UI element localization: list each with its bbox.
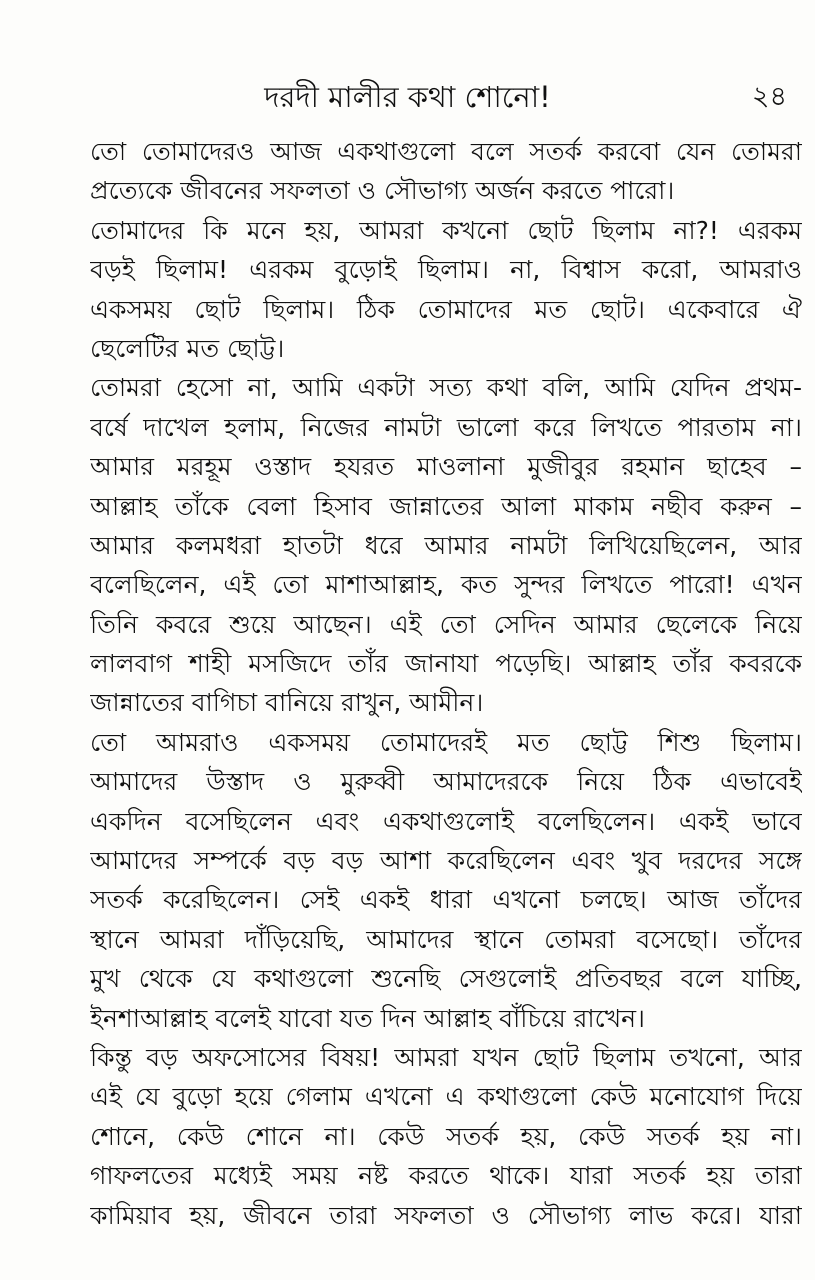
text-line: তো তোমাদেরও আজ একথাগুলো বলে সতর্ক করবো যেন তোমরা [90,137,802,166]
text-line: কামিয়াব হয়, জীবনে তারা সফলতা ও সৌভাগ্য লাভ করে। যারা [90,1200,802,1230]
text-line: আমার কলমধরা হাতটা ধরে আমার নামটা লিখিয়েছিলেন, আর [90,530,802,560]
text-line: আমাদের উস্তাদ ও মুরুব্বী আমাদেরকে নিয়ে ঠিক এভাবেই [90,767,802,797]
page-number: ২৪ [751,81,787,112]
text-line: শোনে, কেউ শোনে না। কেউ সতর্ক হয়, কেউ সতর্ক হয় না। [90,1121,802,1151]
text-line: জান্নাতের বাগিচা বানিয়ে রাখুন, আমীন। [90,688,484,718]
text-line: লালবাগ শাহী মসজিদে তাঁর জানাযা পড়েছি। আল্লাহ তাঁর কবরকে [90,649,802,679]
text-line: কিন্তু বড় অফসোসের বিষয়! আমরা যখন ছোট ছিলাম তখনো, আর [90,1042,802,1072]
text-line: এই যে বুড়ো হয়ে গেলাম এখনো এ কথাগুলো কেউ মনোযোগ দিয়ে [90,1082,802,1112]
text-line: তো আমরাও একসময় তোমাদেরই মত ছোট্ট শিশু ছিলাম। [90,727,802,757]
text-line: মুখ থেকে যে কথাগুলো শুনেছি সেগুলোই প্রতিবছর বলে যাচ্ছি, [90,964,802,994]
text-line: তোমাদের কি মনে হয়, আমরা কখনো ছোট ছিলাম না?! এরকম [90,215,802,245]
text-line: তিনি কবরে শুয়ে আছেন। এই তো সেদিন আমার ছেলেকে নিয়ে [90,609,802,639]
text-line: গাফলতের মধ্যেই সময় নষ্ট করতে থাকে। যারা সতর্ক হয় তারা [90,1161,802,1191]
text-line: একদিন বসেছিলেন এবং একথাগুলোই বলেছিলেন। একই ভাবে [90,806,802,836]
body-text [90,132,802,1235]
text-line: স্থানে আমরা দাঁড়িয়েছি, আমাদের স্থানে তোমরা বসেছো। তাঁদের [90,924,802,954]
text-line: আল্লাহ তাঁকে বেলা হিসাব জান্নাতের আলা মাকাম নছীব করুন – [90,491,802,521]
text-line: সতর্ক করেছিলেন। সেই একই ধারা এখনো চলছে। আজ তাঁদের [90,885,802,915]
text-line: আমাদের সম্পর্কে বড় বড় আশা করেছিলেন এবং খুব দরদের সঙ্গে [90,846,802,876]
text-line: বর্ষে দাখেল হলাম, নিজের নামটা ভালো করে লিখতে পারতাম না। [90,412,802,442]
text-line: একসময় ছোট ছিলাম। ঠিক তোমাদের মত ছোট। একেবারে ঐ [90,294,802,324]
text-line: ছেলেটির মত ছোট্ট। [90,333,285,363]
page-title: দরদী মালীর কথা শোনো! [264,80,551,114]
page-header [0,72,815,122]
text-line: আমার মরহূম ওস্তাদ হযরত মাওলানা মুজীবুর রহমান ছাহেব – [90,452,802,482]
text-line: বড়ই ছিলাম! এরকম বুড়োই ছিলাম। না, বিশ্বাস করো, আমরাও [90,255,802,285]
text-line: প্রত্যেকে জীবনের সফলতা ও সৌভাগ্য অর্জন করতে পারো। [90,176,675,206]
text-line: বলেছিলেন, এই তো মাশাআল্লাহ, কত সুন্দর লিখতে পারো! এখন [90,570,802,600]
text-line: ইনশাআল্লাহ বলেই যাবো যত দিন আল্লাহ বাঁচিয়ে রাখেন। [90,1003,645,1033]
text-line: তোমরা হেসো না, আমি একটা সত্য কথা বলি, আমি যেদিন প্রথম- [90,373,802,403]
